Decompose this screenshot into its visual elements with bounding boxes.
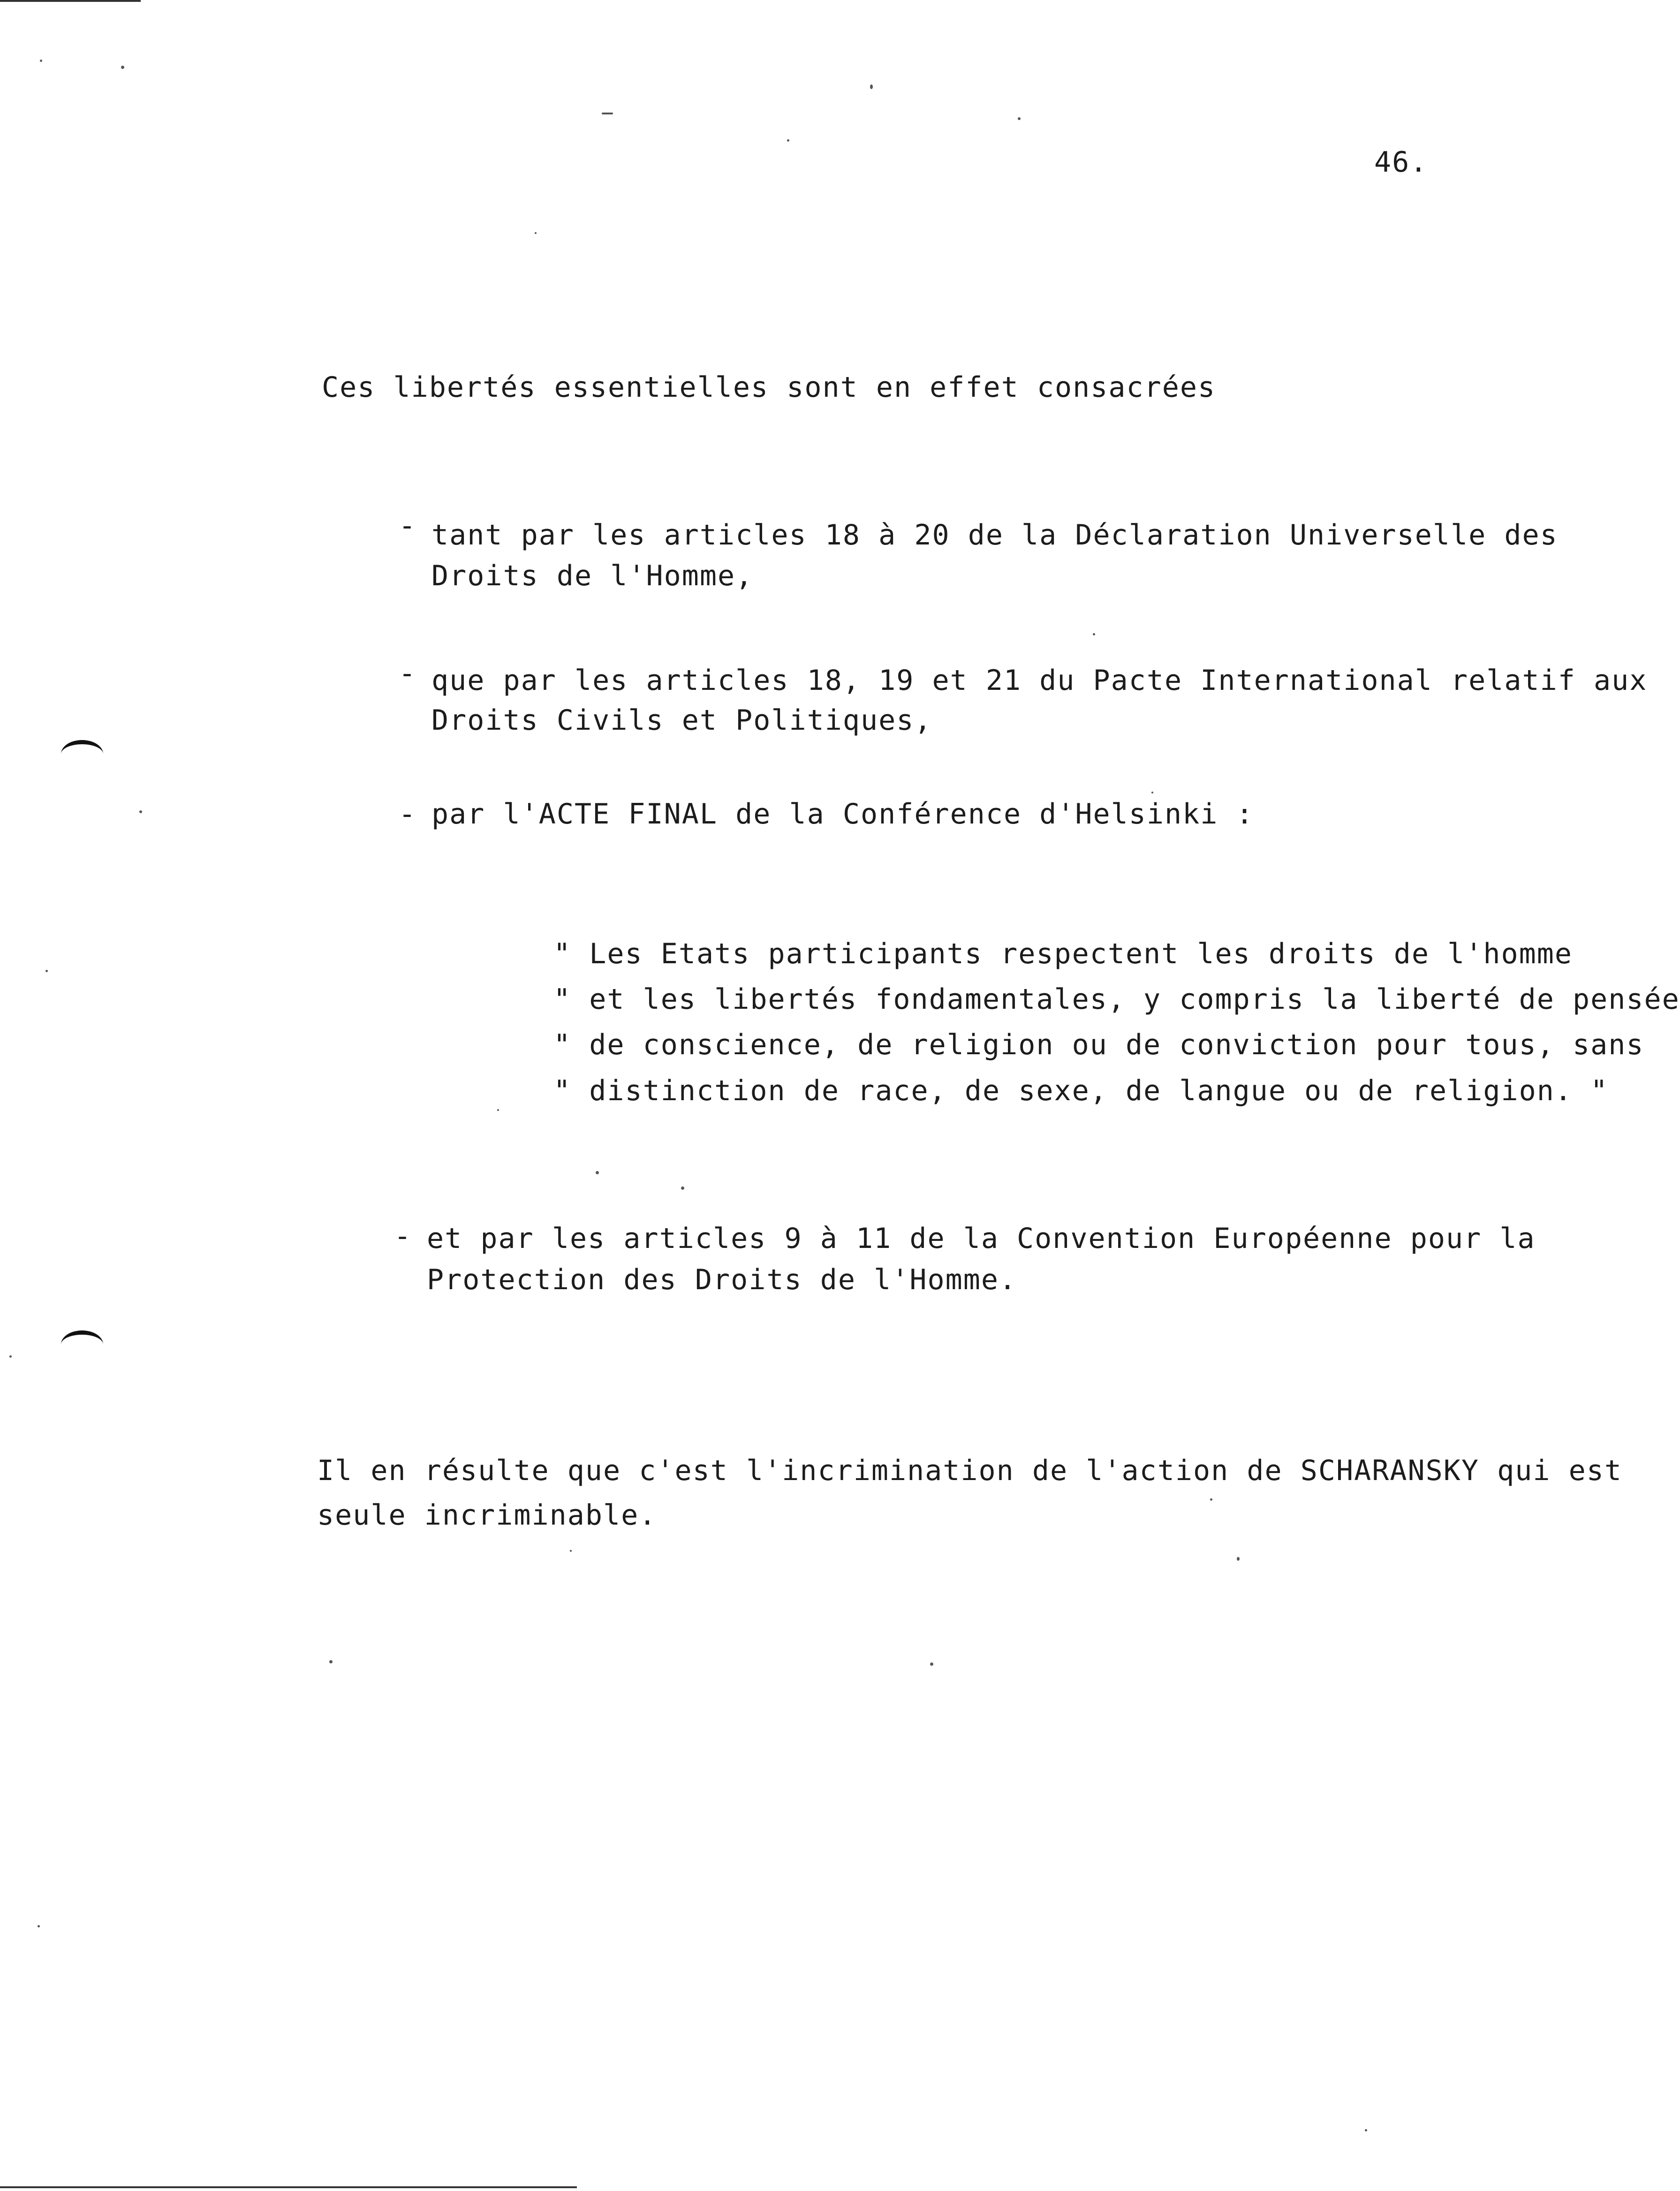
list-item-line: que par les articles 18, 19 et 21 du Pacte International relatif aux <box>431 664 1648 697</box>
scan-speck <box>329 1660 333 1663</box>
scan-speck <box>45 970 48 972</box>
scan-speck <box>787 139 789 142</box>
punch-hole-mark-lower <box>61 1330 103 1353</box>
scan-speck <box>870 84 873 89</box>
conclusion-line: seule incriminable. <box>317 1499 657 1532</box>
list-item-dash: - <box>394 1220 412 1253</box>
scan-speck <box>570 1550 572 1552</box>
intro-paragraph: Ces libertés essentielles sont en effet consacrées <box>322 371 1216 404</box>
scan-speck <box>121 66 124 69</box>
scan-speck <box>1210 1498 1212 1501</box>
quote-line: " et les libertés fondamentales, y compris la liberté de pensée <box>553 983 1680 1016</box>
scan-speck <box>1093 633 1095 635</box>
quote-line: " de conscience, de religion ou de conviction pour tous, sans <box>553 1028 1644 1061</box>
conclusion-line: Il en résulte que c'est l'incrimination de l'action de SCHARANSKY qui est <box>317 1454 1622 1487</box>
list-item-line: tant par les articles 18 à 20 de la Déclaration Universelle des <box>431 519 1558 552</box>
scan-speck <box>535 232 537 234</box>
scan-speck <box>930 1662 933 1666</box>
scan-speck <box>497 1109 499 1111</box>
list-item-line: par l'ACTE FINAL de la Conférence d'Helsinki : <box>431 798 1254 831</box>
list-item-line: Protection des Droits de l'Homme. <box>427 1263 1017 1296</box>
scan-speck <box>681 1186 684 1190</box>
scan-speck <box>1365 2129 1367 2131</box>
quote-line: " distinction de race, de sexe, de langue ou de religion. " <box>553 1074 1609 1107</box>
scan-speck <box>602 113 613 114</box>
list-item-line: Droits Civils et Politiques, <box>431 704 932 737</box>
scan-speck <box>139 810 142 813</box>
scan-speck <box>596 1171 599 1174</box>
quote-line: " Les Etats participants respectent les droits de l'homme <box>553 937 1573 970</box>
page-number: 46. <box>1374 146 1428 179</box>
top-edge-mark <box>0 0 141 2</box>
scan-speck <box>1237 1557 1240 1561</box>
list-item-dash: - <box>399 798 417 831</box>
list-item-dash: - <box>399 509 417 542</box>
scan-speck <box>9 1355 12 1358</box>
scan-speck <box>40 60 42 62</box>
scan-speck <box>1018 117 1021 120</box>
list-item-dash: - <box>399 657 417 690</box>
bottom-edge-line <box>0 2186 577 2188</box>
list-item-line: Droits de l'Homme, <box>431 559 754 592</box>
punch-hole-mark-upper <box>61 740 103 763</box>
scan-speck <box>1151 792 1153 793</box>
scan-speck <box>38 1925 40 1927</box>
list-item-line: et par les articles 9 à 11 de la Convention Européenne pour la <box>427 1222 1536 1255</box>
